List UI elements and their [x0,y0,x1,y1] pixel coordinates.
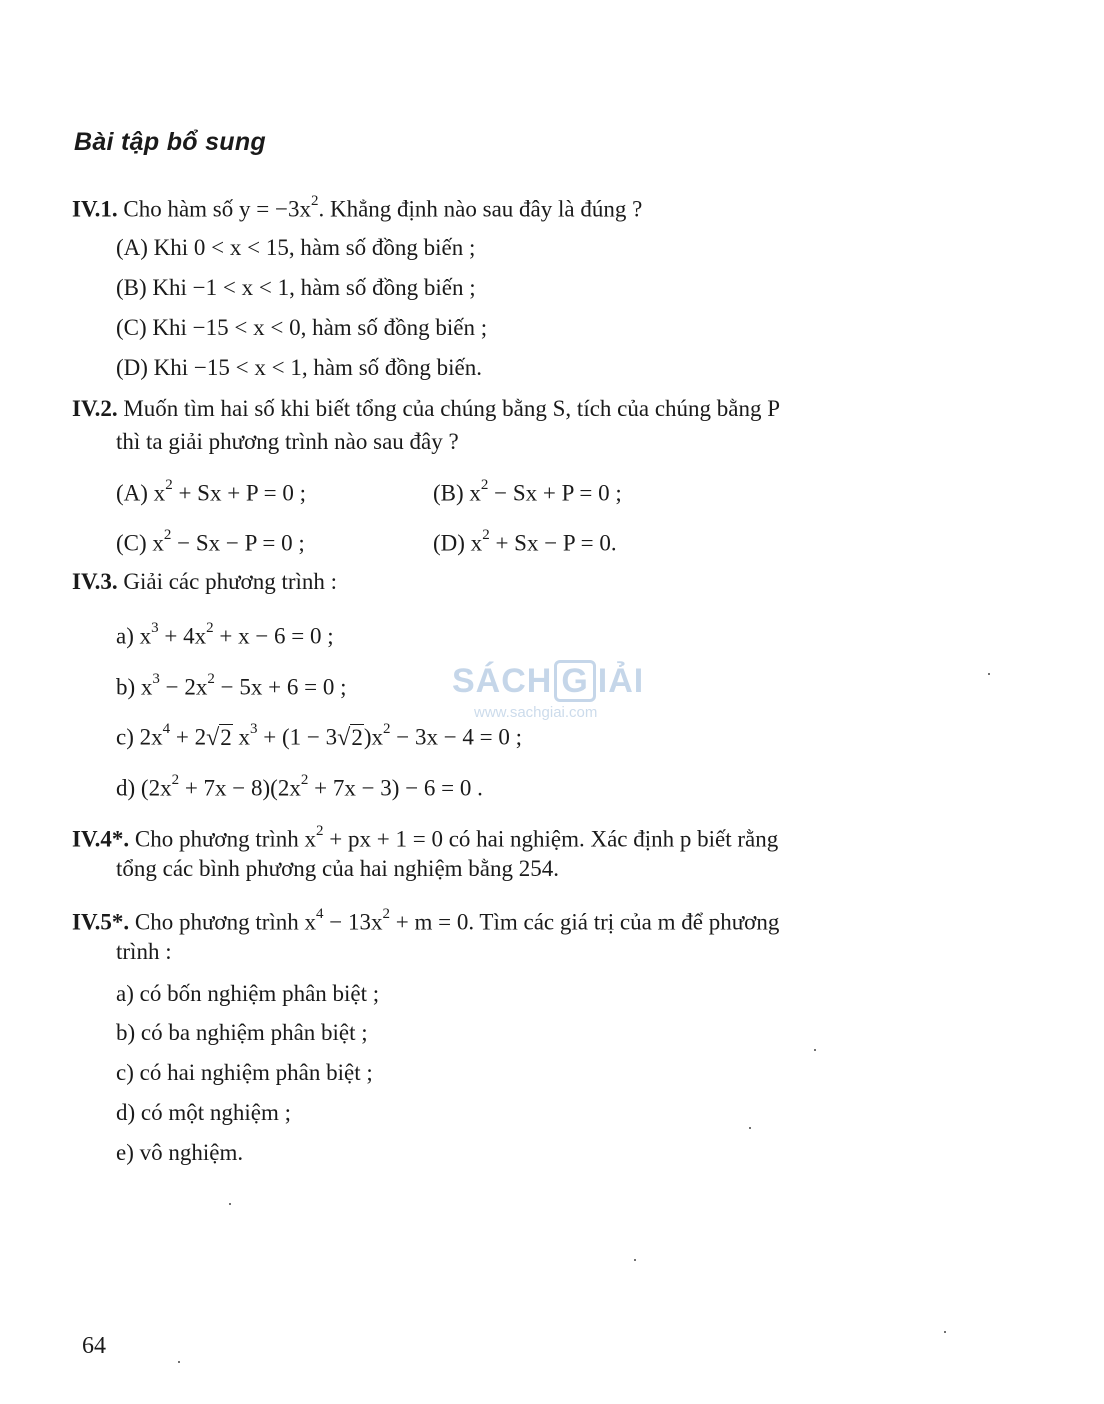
equation-b: b) $x^3 - 2x^2 - 5x + 6 = 0$ ; [116,671,347,700]
sub-item-e: e) vô nghiệm. [116,1140,244,1165]
exercise-number: IV.4*. [72,826,130,852]
equation-c: c) $2x^4 + 2√2$ $x^3 + (1 - 3√2)x^2 - 3x - 4 = 0$ ; [116,721,523,751]
sub-item-a: a) có bốn nghiệm phân biệt ; [116,981,380,1006]
option-b: (B) Khi −1 < x < 1, hàm số đồng biến ; [116,275,476,300]
equation-d: d) $(2x^2 + 7x - 8)(2x^2 + 7x - 3) - 6 = 0$ . [116,772,483,801]
scan-speck [634,1259,636,1261]
exercise-number: IV.5*. [72,909,130,935]
square-root: √2 [337,724,363,751]
exercise-iv1-stem: IV.1. Cho hàm số $y = -3x^2$. Khẳng định nào sau đây là đúng ? [72,193,643,222]
scan-speck [749,1127,751,1129]
square-root: √2 [206,724,232,751]
option-a: (A) $x^2 + Sx + P = 0$ ; [116,477,306,506]
section-heading: Bài tập bổ sung [74,128,266,156]
exercise-number: IV.3. [72,569,118,594]
exercise-iv2-stem: IV.2. Muốn tìm hai số khi biết tổng của chúng bằng S, tích của chúng bằng P [72,396,781,421]
watermark-url: www.sachgiai.com [474,704,598,721]
option-c: (C) $x^2 - Sx - P = 0$ ; [116,527,305,556]
exercise-number: IV.1. [72,196,118,222]
exercise-iv5-stem-cont: trình : [116,939,172,964]
exercise-iv4-stem: IV.4*. Cho phương trình $x^2$ + px + 1 = 0 có hai nghiệm. Xác định p biết rằng [72,823,779,852]
sub-item-d: d) có một nghiệm ; [116,1100,292,1125]
scan-speck [988,673,990,675]
exercise-iv2-stem-cont: thì ta giải phương trình nào sau đây ? [116,429,459,454]
scan-speck [944,1331,946,1333]
equation-a: a) $x^3 + 4x^2 + x - 6 = 0$ ; [116,620,334,649]
option-d: (D) $x^2 + Sx - P = 0$. [433,527,617,556]
sub-item-b: b) có ba nghiệm phân biệt ; [116,1020,368,1045]
page-number: 64 [82,1333,106,1359]
option-c: (C) Khi −15 < x < 0, hàm số đồng biến ; [116,315,488,340]
scan-speck [814,1049,816,1051]
option-a: (A) Khi 0 < x < 15, hàm số đồng biến ; [116,235,476,260]
watermark-logo: SÁCH G IẢI www.sachgiai.com [452,660,657,750]
exercise-iv5-stem: IV.5*. Cho phương trình $x^4 - 13x^2 + m = 0$. Tìm các giá trị của m để phương [72,906,780,935]
scan-speck [178,1361,180,1363]
exercise-number: IV.2. [72,396,118,421]
option-b: (B) $x^2 - Sx + P = 0$ ; [433,477,622,506]
exercise-iv3-stem: IV.3. Giải các phương trình : [72,569,338,594]
option-d: (D) Khi −15 < x < 1, hàm số đồng biến. [116,355,482,380]
sub-item-c: c) có hai nghiệm phân biệt ; [116,1060,373,1085]
scan-speck [229,1203,231,1205]
exercise-iv4-stem-cont: tổng các bình phương của hai nghiệm bằng 254. [116,856,559,881]
